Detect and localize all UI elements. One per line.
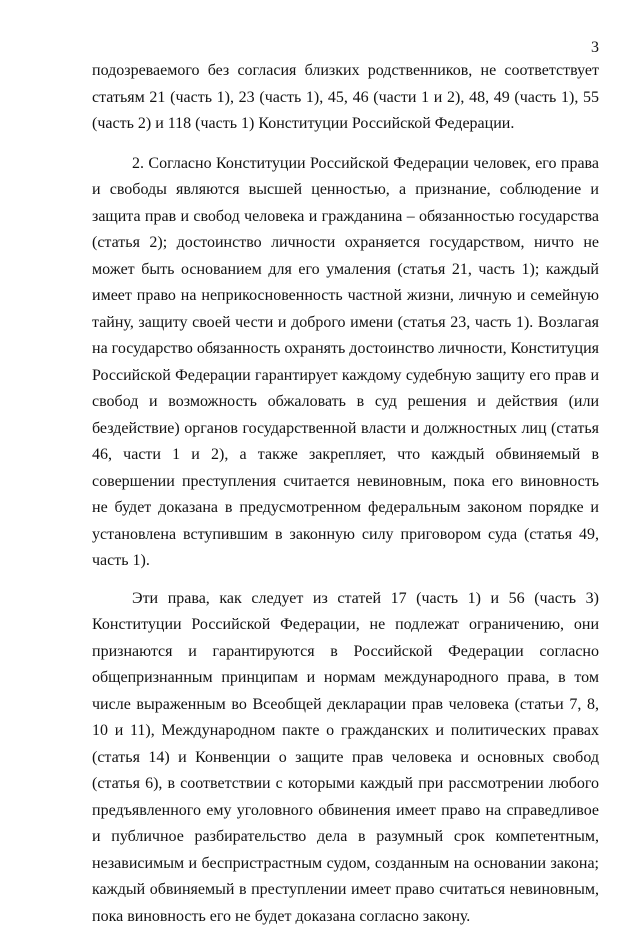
paragraph-continuation: подозреваемого без согласия близких родственников, не соответствует статьям 21 (часть 1), 23 (часть 1), 45, 46 (части 1 и 2), 48, 49 (часть 1), 55 (часть 2) и 118 (часть 1) Конституции Российской Федерации. [92, 58, 599, 138]
paragraph-2: 2. Согласно Конституции Российской Федерации человек, его права и свободы являются высшей ценностью, а признание, соблюдение и защита прав и свобод человека и гражданина – обязанностью государства (статья 2); достоинство личности охраняется государством, ничто не может быть основанием для его умаления (статья 21, часть 1); каждый имеет право на неприкосновенность частной жизни, личную и семейную тайну, защиту своей чести и доброго имени (статья 23, часть 1). Возлагая на государство обязанность охранять достоинство личности, Конституция Российской Федерации гарантирует каждому судебную защиту его прав и свобод и возможность обжаловать в суд решения и действия (или бездействие) органов государственной власти и должностных лиц (статья 46, части 1 и 2), а также закрепляет, что каждый обвиняемый в совершении преступления считается невиновным, пока его виновность не будет доказана в предусмотренном федеральным законом порядке и установлена вступившим в законную силу приговором суда (статья 49, часть 1). [92, 151, 599, 575]
page-number: 3 [579, 38, 599, 58]
paragraph-3: Эти права, как следует из статей 17 (часть 1) и 56 (часть 3) Конституции Российской Федерации, не подлежат ограничению, они признаются и гарантируются в Российской Федерации согласно общепризнанным принципам и нормам международного права, в том числе выраженным во Всеобщей декларации прав человека (статьи 7, 8, 10 и 11), Международном пакте о гражданских и политических правах (статья 14) и Конвенции о защите прав человека и основных свобод (статья 6), в соответствии с которыми каждый при рассмотрении любого предъявленного ему уголовного обвинения имеет право на справедливое и публичное разбирательство дела в разумный срок компетентным, независимым и беспристрастным судом, созданным на основании закона; каждый обвиняемый в преступлении имеет право считаться невиновным, пока виновность его не будет доказана согласно закону. [92, 586, 599, 930]
document-body [92, 58, 599, 930]
